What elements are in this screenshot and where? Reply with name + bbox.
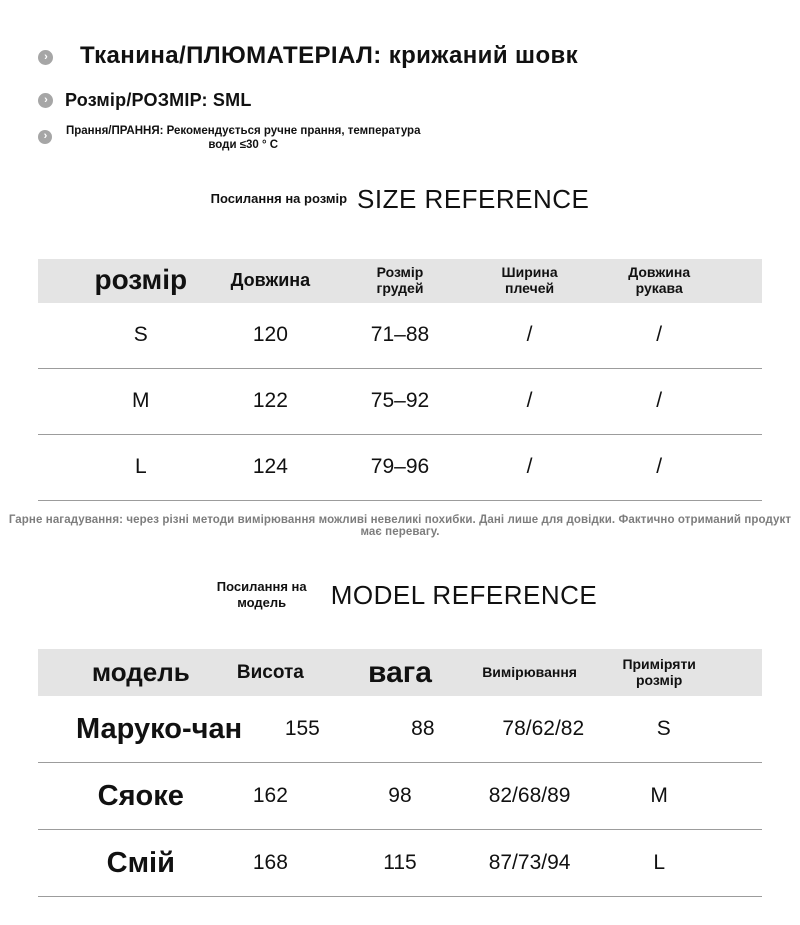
feature-wash	[38, 124, 780, 153]
product-features	[0, 0, 800, 153]
table-cell: S	[656, 717, 671, 741]
table-cell: 122	[252, 389, 288, 413]
table-cell: Маруко-чан	[76, 712, 243, 745]
chevron-bullet-icon: ›	[38, 50, 53, 65]
table-cell: 115	[383, 851, 417, 875]
fabric-text: Тканина/ПЛЮМАТЕРІАЛ: крижаний шовк	[80, 42, 579, 69]
table-cell: 88	[411, 717, 435, 741]
model-table-header-tryon-size: Приміряти розмір	[622, 655, 696, 688]
chevron-bullet-icon: ›	[38, 130, 52, 144]
model-reference-title: MODEL REFERENCE	[330, 579, 598, 610]
table-cell: 162	[252, 784, 288, 808]
size-table-header-row	[38, 259, 762, 303]
model-table-header-model: модель	[91, 656, 190, 687]
model-table-header-row	[38, 649, 762, 696]
row-divider	[38, 500, 762, 501]
feature-fabric	[38, 42, 780, 71]
table-cell: M	[132, 389, 150, 413]
table-cell: S	[133, 323, 148, 347]
model-table-header-weight: вага	[368, 655, 432, 689]
table-cell: 79–96	[370, 455, 430, 479]
table-cell: 71–88	[370, 323, 430, 347]
table-row	[38, 763, 762, 829]
feature-size	[38, 90, 780, 111]
table-cell: 168	[252, 851, 288, 875]
size-table-header-size: розмір	[94, 264, 188, 296]
row-divider	[38, 896, 762, 897]
table-cell: M	[650, 784, 668, 808]
size-table	[38, 259, 762, 501]
table-cell: 120	[252, 323, 288, 347]
model-reference-heading	[0, 579, 800, 613]
table-cell: L	[653, 851, 666, 875]
table-cell: 87/73/94	[488, 851, 571, 875]
wash-text-line2: води ≤30 ° С	[208, 139, 279, 152]
table-cell: L	[134, 455, 147, 479]
table-cell: /	[656, 323, 663, 347]
model-reference-subtitle: Посилання на модель	[216, 578, 307, 611]
size-table-header-sleeve: Довжина рукава	[628, 263, 691, 296]
wash-text-line1: Прання/ПРАННЯ: Рекомендується ручне прання, температура	[66, 124, 421, 137]
chevron-bullet-icon: ›	[38, 93, 53, 108]
table-row	[38, 435, 762, 500]
table-row	[38, 303, 762, 368]
table-cell: 78/62/82	[502, 717, 585, 741]
wash-text	[66, 124, 420, 153]
table-cell: /	[526, 455, 533, 479]
table-cell: /	[526, 389, 533, 413]
table-cell: 98	[388, 784, 412, 808]
size-reference-subtitle: Посилання на розмір	[210, 190, 348, 206]
size-reference-heading	[0, 184, 800, 215]
table-cell: 75–92	[370, 389, 430, 413]
table-cell: 155	[284, 717, 320, 741]
size-table-header-chest: Розмір грудей	[376, 263, 424, 296]
table-cell: Сяоке	[97, 779, 184, 812]
table-cell: 124	[252, 455, 288, 479]
measurement-note: Гарне нагадування: через різні методи вимірювання можливі невеликі похибки. Дані лише для довідки. Фактично отриманий продукт має перевагу.	[8, 513, 792, 538]
size-table-header-shoulder: Ширина плечей	[501, 263, 558, 296]
size-text: Розмір/РОЗМІР: SML	[65, 89, 252, 110]
model-table-header-measurements: Вимірювання	[482, 663, 577, 680]
table-row	[38, 369, 762, 434]
table-cell: /	[526, 323, 533, 347]
model-table	[38, 649, 762, 897]
table-row	[38, 696, 762, 762]
table-cell: /	[656, 389, 663, 413]
table-cell: Смій	[106, 846, 175, 879]
size-reference-title: SIZE REFERENCE	[357, 183, 590, 214]
size-table-header-length: Довжина	[230, 270, 311, 291]
table-row	[38, 830, 762, 896]
model-table-header-height: Висота	[236, 661, 304, 683]
table-cell: /	[656, 455, 663, 479]
table-cell: 82/68/89	[488, 784, 571, 808]
